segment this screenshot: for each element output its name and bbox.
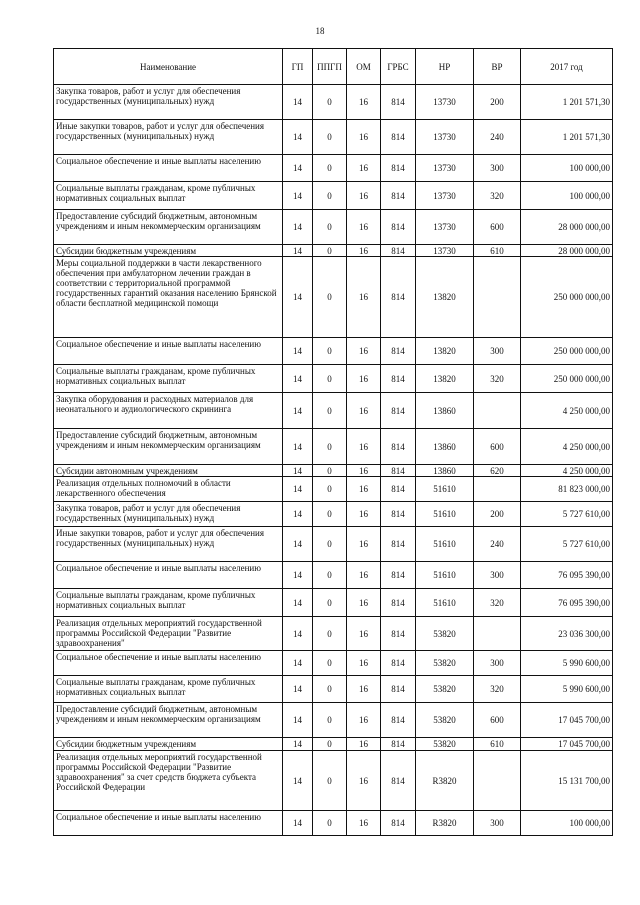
cell-gp: 14 bbox=[283, 245, 313, 257]
cell-om: 16 bbox=[347, 338, 381, 365]
cell-grbs: 814 bbox=[381, 562, 416, 589]
cell-nr: 51610 bbox=[416, 477, 474, 502]
cell-gp: 14 bbox=[283, 751, 313, 811]
cell-vr: 600 bbox=[474, 429, 521, 465]
cell-vr: 200 bbox=[474, 502, 521, 527]
cell-gp: 14 bbox=[283, 703, 313, 738]
table-row bbox=[54, 429, 613, 465]
table-row bbox=[54, 257, 613, 338]
cell-ppgp: 0 bbox=[313, 429, 347, 465]
row-name: Социальные выплаты гражданам, кроме публичных нормативных социальных выплат bbox=[54, 589, 283, 617]
cell-nr: 13730 bbox=[416, 155, 474, 182]
header-ppgp: ППГП bbox=[313, 49, 347, 85]
cell-ppgp: 0 bbox=[313, 85, 347, 120]
cell-vr: 300 bbox=[474, 562, 521, 589]
header-grbs: ГРБС bbox=[381, 49, 416, 85]
cell-ppgp: 0 bbox=[313, 562, 347, 589]
cell-grbs: 814 bbox=[381, 182, 416, 210]
cell-gp: 14 bbox=[283, 738, 313, 751]
cell-vr: 320 bbox=[474, 589, 521, 617]
cell-amount: 15 131 700,00 bbox=[521, 751, 613, 811]
cell-vr: 320 bbox=[474, 182, 521, 210]
table-row bbox=[54, 738, 613, 751]
cell-ppgp: 0 bbox=[313, 738, 347, 751]
header-nr: НР bbox=[416, 49, 474, 85]
table-row bbox=[54, 617, 613, 651]
cell-om: 16 bbox=[347, 465, 381, 477]
cell-ppgp: 0 bbox=[313, 751, 347, 811]
cell-grbs: 814 bbox=[381, 257, 416, 338]
cell-vr: 610 bbox=[474, 245, 521, 257]
header-gp: ГП bbox=[283, 49, 313, 85]
table-row bbox=[54, 365, 613, 393]
cell-grbs: 814 bbox=[381, 338, 416, 365]
cell-grbs: 814 bbox=[381, 738, 416, 751]
cell-amount: 100 000,00 bbox=[521, 811, 613, 836]
cell-grbs: 814 bbox=[381, 429, 416, 465]
row-name: Социальное обеспечение и иные выплаты населению bbox=[54, 338, 283, 365]
cell-gp: 14 bbox=[283, 676, 313, 703]
cell-nr: 13860 bbox=[416, 465, 474, 477]
cell-om: 16 bbox=[347, 811, 381, 836]
cell-gp: 14 bbox=[283, 562, 313, 589]
cell-grbs: 814 bbox=[381, 477, 416, 502]
cell-ppgp: 0 bbox=[313, 703, 347, 738]
row-name: Социальное обеспечение и иные выплаты населению bbox=[54, 562, 283, 589]
cell-vr bbox=[474, 393, 521, 429]
cell-nr: 53820 bbox=[416, 676, 474, 703]
cell-amount: 5 727 610,00 bbox=[521, 527, 613, 562]
cell-amount: 76 095 390,00 bbox=[521, 589, 613, 617]
cell-vr: 300 bbox=[474, 651, 521, 676]
row-name: Социальные выплаты гражданам, кроме публичных нормативных социальных выплат bbox=[54, 676, 283, 703]
row-name: Социальные выплаты гражданам, кроме публичных нормативных социальных выплат bbox=[54, 365, 283, 393]
cell-nr: 51610 bbox=[416, 562, 474, 589]
row-name: Реализация отдельных мероприятий государственной программы Российской Федерации "Развитие здравоохранения" bbox=[54, 617, 283, 651]
cell-om: 16 bbox=[347, 676, 381, 703]
cell-vr: 320 bbox=[474, 676, 521, 703]
cell-amount: 100 000,00 bbox=[521, 155, 613, 182]
row-name: Социальное обеспечение и иные выплаты населению bbox=[54, 155, 283, 182]
row-name: Иные закупки товаров, работ и услуг для обеспечения государственных (муниципальных) нужд bbox=[54, 120, 283, 155]
table-row bbox=[54, 393, 613, 429]
cell-ppgp: 0 bbox=[313, 527, 347, 562]
cell-gp: 14 bbox=[283, 811, 313, 836]
cell-nr: 51610 bbox=[416, 589, 474, 617]
row-name: Закупка товаров, работ и услуг для обеспечения государственных (муниципальных) нужд bbox=[54, 502, 283, 527]
cell-nr: 53820 bbox=[416, 738, 474, 751]
cell-om: 16 bbox=[347, 562, 381, 589]
cell-amount: 4 250 000,00 bbox=[521, 393, 613, 429]
cell-vr: 320 bbox=[474, 365, 521, 393]
row-name: Закупка оборудования и расходных материалов для неонатального и аудиологического скрининга bbox=[54, 393, 283, 429]
cell-nr: 13820 bbox=[416, 338, 474, 365]
cell-amount: 250 000 000,00 bbox=[521, 365, 613, 393]
row-name: Субсидии бюджетным учреждениям bbox=[54, 738, 283, 751]
cell-ppgp: 0 bbox=[313, 120, 347, 155]
cell-ppgp: 0 bbox=[313, 676, 347, 703]
cell-om: 16 bbox=[347, 651, 381, 676]
cell-amount: 81 823 000,00 bbox=[521, 477, 613, 502]
cell-vr: 300 bbox=[474, 155, 521, 182]
cell-ppgp: 0 bbox=[313, 365, 347, 393]
cell-ppgp: 0 bbox=[313, 210, 347, 245]
cell-nr: R3820 bbox=[416, 751, 474, 811]
table-row bbox=[54, 465, 613, 477]
row-name: Предоставление субсидий бюджетным, автономным учреждениям и иным некоммерческим организациям bbox=[54, 429, 283, 465]
cell-ppgp: 0 bbox=[313, 651, 347, 676]
cell-amount: 17 045 700,00 bbox=[521, 703, 613, 738]
cell-gp: 14 bbox=[283, 589, 313, 617]
cell-gp: 14 bbox=[283, 120, 313, 155]
cell-om: 16 bbox=[347, 120, 381, 155]
cell-nr: 13730 bbox=[416, 85, 474, 120]
cell-om: 16 bbox=[347, 365, 381, 393]
cell-vr: 600 bbox=[474, 210, 521, 245]
cell-ppgp: 0 bbox=[313, 182, 347, 210]
cell-om: 16 bbox=[347, 257, 381, 338]
cell-grbs: 814 bbox=[381, 155, 416, 182]
cell-vr bbox=[474, 751, 521, 811]
table-row bbox=[54, 502, 613, 527]
cell-amount: 5 990 600,00 bbox=[521, 676, 613, 703]
table-row bbox=[54, 120, 613, 155]
cell-amount: 28 000 000,00 bbox=[521, 245, 613, 257]
table-row bbox=[54, 338, 613, 365]
table-row bbox=[54, 651, 613, 676]
row-name: Иные закупки товаров, работ и услуг для обеспечения государственных (муниципальных) нужд bbox=[54, 527, 283, 562]
cell-grbs: 814 bbox=[381, 811, 416, 836]
cell-gp: 14 bbox=[283, 527, 313, 562]
cell-amount: 5 990 600,00 bbox=[521, 651, 613, 676]
cell-om: 16 bbox=[347, 589, 381, 617]
table-row bbox=[54, 85, 613, 120]
cell-gp: 14 bbox=[283, 502, 313, 527]
cell-om: 16 bbox=[347, 182, 381, 210]
cell-nr: 53820 bbox=[416, 651, 474, 676]
cell-grbs: 814 bbox=[381, 617, 416, 651]
table-row bbox=[54, 182, 613, 210]
cell-grbs: 814 bbox=[381, 120, 416, 155]
cell-ppgp: 0 bbox=[313, 465, 347, 477]
cell-nr: 13730 bbox=[416, 182, 474, 210]
cell-gp: 14 bbox=[283, 365, 313, 393]
row-name: Предоставление субсидий бюджетным, автономным учреждениям и иным некоммерческим организациям bbox=[54, 703, 283, 738]
cell-grbs: 814 bbox=[381, 393, 416, 429]
table-row bbox=[54, 751, 613, 811]
cell-gp: 14 bbox=[283, 429, 313, 465]
row-name: Социальное обеспечение и иные выплаты населению bbox=[54, 811, 283, 836]
cell-vr: 240 bbox=[474, 527, 521, 562]
cell-amount: 1 201 571,30 bbox=[521, 85, 613, 120]
cell-ppgp: 0 bbox=[313, 502, 347, 527]
header-name: Наименование bbox=[54, 49, 283, 85]
cell-nr: R3820 bbox=[416, 811, 474, 836]
header-vr: ВР bbox=[474, 49, 521, 85]
row-name: Реализация отдельных мероприятий государственной программы Российской Федерации "Развитие здравоохранения" за счет средств бюджета субъекта Российской Федерации bbox=[54, 751, 283, 811]
row-name: Социальные выплаты гражданам, кроме публичных нормативных социальных выплат bbox=[54, 182, 283, 210]
table-row bbox=[54, 811, 613, 836]
cell-vr: 240 bbox=[474, 120, 521, 155]
cell-gp: 14 bbox=[283, 477, 313, 502]
cell-grbs: 814 bbox=[381, 751, 416, 811]
cell-amount: 100 000,00 bbox=[521, 182, 613, 210]
cell-om: 16 bbox=[347, 502, 381, 527]
cell-om: 16 bbox=[347, 155, 381, 182]
cell-nr: 13730 bbox=[416, 210, 474, 245]
cell-grbs: 814 bbox=[381, 85, 416, 120]
cell-gp: 14 bbox=[283, 182, 313, 210]
cell-ppgp: 0 bbox=[313, 477, 347, 502]
cell-vr bbox=[474, 257, 521, 338]
cell-gp: 14 bbox=[283, 465, 313, 477]
table-row bbox=[54, 589, 613, 617]
cell-ppgp: 0 bbox=[313, 589, 347, 617]
cell-amount: 1 201 571,30 bbox=[521, 120, 613, 155]
cell-amount: 23 036 300,00 bbox=[521, 617, 613, 651]
cell-ppgp: 0 bbox=[313, 338, 347, 365]
cell-amount: 250 000 000,00 bbox=[521, 338, 613, 365]
cell-nr: 51610 bbox=[416, 527, 474, 562]
cell-nr: 13860 bbox=[416, 393, 474, 429]
table-row bbox=[54, 562, 613, 589]
page-number: 18 bbox=[315, 26, 325, 36]
cell-om: 16 bbox=[347, 477, 381, 502]
cell-vr: 600 bbox=[474, 703, 521, 738]
cell-om: 16 bbox=[347, 245, 381, 257]
cell-amount: 28 000 000,00 bbox=[521, 210, 613, 245]
cell-grbs: 814 bbox=[381, 502, 416, 527]
row-name: Субсидии бюджетным учреждениям bbox=[54, 245, 283, 257]
table-row bbox=[54, 703, 613, 738]
cell-grbs: 814 bbox=[381, 465, 416, 477]
cell-amount: 17 045 700,00 bbox=[521, 738, 613, 751]
row-name: Субсидии автономным учреждениям bbox=[54, 465, 283, 477]
cell-grbs: 814 bbox=[381, 676, 416, 703]
cell-om: 16 bbox=[347, 429, 381, 465]
cell-grbs: 814 bbox=[381, 703, 416, 738]
cell-vr: 300 bbox=[474, 811, 521, 836]
cell-om: 16 bbox=[347, 617, 381, 651]
cell-om: 16 bbox=[347, 527, 381, 562]
cell-vr: 610 bbox=[474, 738, 521, 751]
cell-amount: 250 000 000,00 bbox=[521, 257, 613, 338]
cell-ppgp: 0 bbox=[313, 155, 347, 182]
cell-gp: 14 bbox=[283, 257, 313, 338]
cell-gp: 14 bbox=[283, 393, 313, 429]
cell-amount: 76 095 390,00 bbox=[521, 562, 613, 589]
cell-ppgp: 0 bbox=[313, 393, 347, 429]
cell-gp: 14 bbox=[283, 155, 313, 182]
row-name: Закупка товаров, работ и услуг для обеспечения государственных (муниципальных) нужд bbox=[54, 85, 283, 120]
cell-grbs: 814 bbox=[381, 245, 416, 257]
cell-nr: 51610 bbox=[416, 502, 474, 527]
cell-amount: 4 250 000,00 bbox=[521, 465, 613, 477]
table-row bbox=[54, 210, 613, 245]
row-name: Социальное обеспечение и иные выплаты населению bbox=[54, 651, 283, 676]
cell-grbs: 814 bbox=[381, 527, 416, 562]
cell-nr: 13820 bbox=[416, 257, 474, 338]
cell-grbs: 814 bbox=[381, 589, 416, 617]
cell-nr: 13730 bbox=[416, 245, 474, 257]
row-name: Предоставление субсидий бюджетным, автономным учреждениям и иным некоммерческим организациям bbox=[54, 210, 283, 245]
cell-nr: 53820 bbox=[416, 617, 474, 651]
cell-ppgp: 0 bbox=[313, 811, 347, 836]
cell-ppgp: 0 bbox=[313, 257, 347, 338]
cell-om: 16 bbox=[347, 393, 381, 429]
table-row bbox=[54, 155, 613, 182]
cell-vr bbox=[474, 617, 521, 651]
header-year-2017: 2017 год bbox=[521, 49, 613, 85]
cell-nr: 13730 bbox=[416, 120, 474, 155]
header-om: ОМ bbox=[347, 49, 381, 85]
cell-vr: 300 bbox=[474, 338, 521, 365]
cell-vr: 620 bbox=[474, 465, 521, 477]
cell-gp: 14 bbox=[283, 85, 313, 120]
cell-gp: 14 bbox=[283, 651, 313, 676]
cell-gp: 14 bbox=[283, 338, 313, 365]
cell-vr: 200 bbox=[474, 85, 521, 120]
cell-om: 16 bbox=[347, 738, 381, 751]
table-row bbox=[54, 676, 613, 703]
cell-amount: 5 727 610,00 bbox=[521, 502, 613, 527]
cell-ppgp: 0 bbox=[313, 617, 347, 651]
cell-gp: 14 bbox=[283, 617, 313, 651]
cell-om: 16 bbox=[347, 703, 381, 738]
cell-vr bbox=[474, 477, 521, 502]
cell-grbs: 814 bbox=[381, 651, 416, 676]
row-name: Меры социальной поддержки в части лекарственного обеспечения при амбулаторном лечении граждан в соответствии с территориальной программой государственных гарантий оказания населению Брянской области бесплатной медицинской помощи bbox=[54, 257, 283, 338]
cell-grbs: 814 bbox=[381, 365, 416, 393]
budget-table bbox=[53, 48, 613, 836]
cell-om: 16 bbox=[347, 210, 381, 245]
cell-om: 16 bbox=[347, 85, 381, 120]
cell-nr: 13820 bbox=[416, 365, 474, 393]
cell-nr: 13860 bbox=[416, 429, 474, 465]
cell-gp: 14 bbox=[283, 210, 313, 245]
table-row bbox=[54, 527, 613, 562]
cell-nr: 53820 bbox=[416, 703, 474, 738]
cell-amount: 4 250 000,00 bbox=[521, 429, 613, 465]
table-row bbox=[54, 477, 613, 502]
row-name: Реализация отдельных полномочий в области лекарственного обеспечения bbox=[54, 477, 283, 502]
cell-grbs: 814 bbox=[381, 210, 416, 245]
cell-om: 16 bbox=[347, 751, 381, 811]
table-header bbox=[54, 49, 613, 85]
cell-ppgp: 0 bbox=[313, 245, 347, 257]
table-row bbox=[54, 245, 613, 257]
